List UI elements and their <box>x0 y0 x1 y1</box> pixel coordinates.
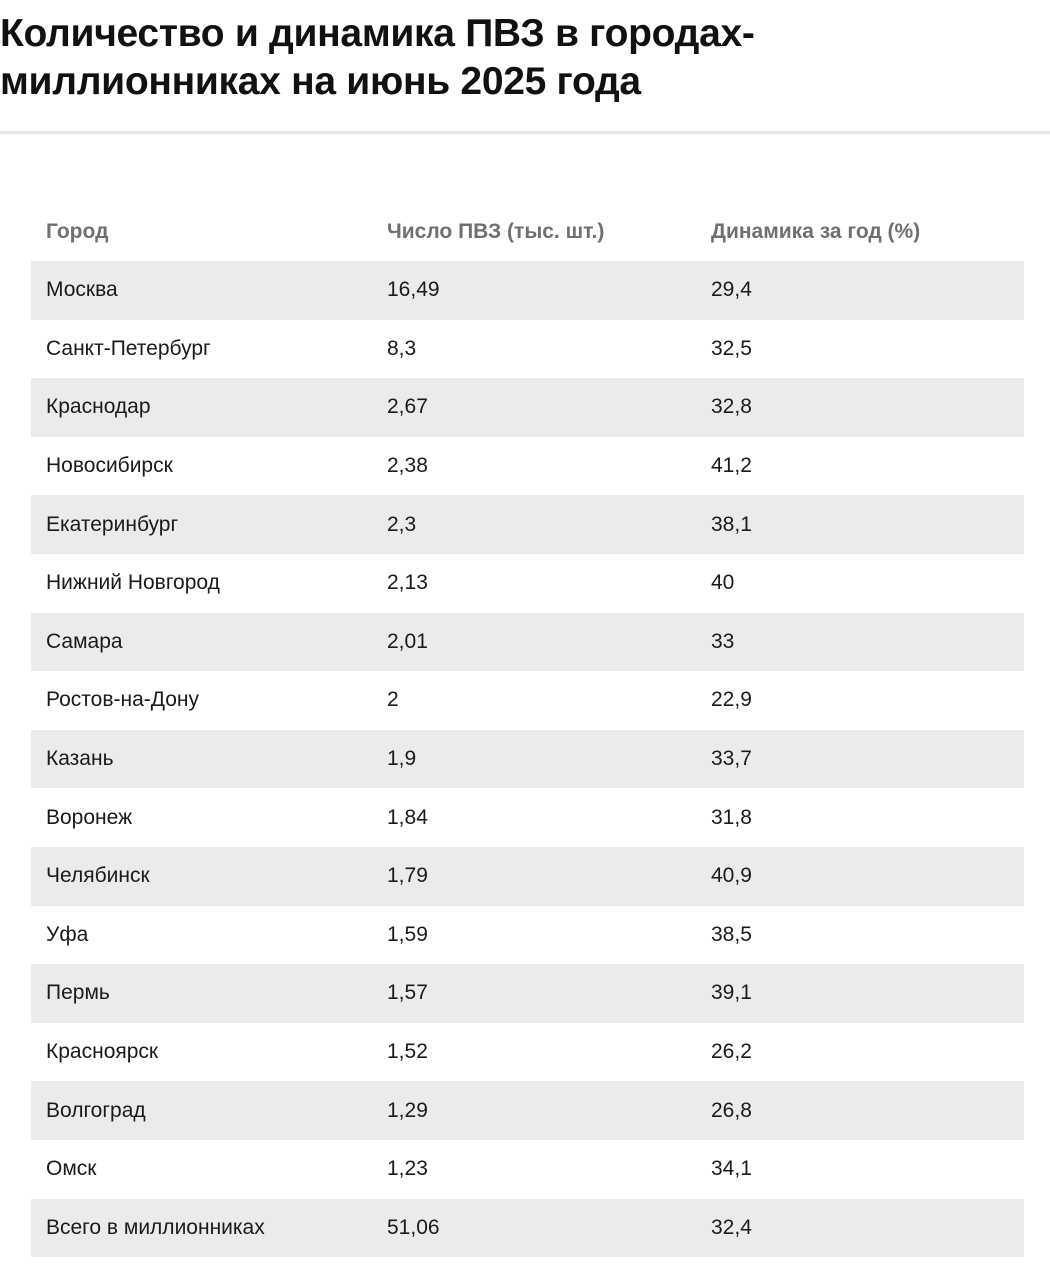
table-cell-pvz-count: 16,49 <box>387 278 440 302</box>
table-row <box>31 554 1024 613</box>
table-cell-yearly-change: 38,1 <box>711 512 752 536</box>
table-cell-city: Казань <box>46 747 114 771</box>
table-cell-city: Самара <box>46 629 123 653</box>
table-cell-pvz-count: 1,9 <box>387 747 417 771</box>
table-row <box>31 730 1024 789</box>
table-cell-city: Воронеж <box>46 805 133 829</box>
table-cell-pvz-count: 1,23 <box>387 1157 428 1181</box>
table-cell-city: Москва <box>46 278 118 302</box>
table-cell-pvz-count: 2,13 <box>387 571 428 595</box>
table-cell-city: Красноярск <box>46 1040 159 1064</box>
table-row <box>31 847 1024 906</box>
table-cell-yearly-change: 26,8 <box>711 1098 752 1122</box>
table-cell-pvz-count: 1,29 <box>387 1098 428 1122</box>
table-row <box>31 1023 1024 1082</box>
table-cell-city: Уфа <box>46 922 89 946</box>
table-cell-yearly-change: 34,1 <box>711 1157 752 1181</box>
column-header-yearly-change: Динамика за год (%) <box>711 220 921 243</box>
table-cell-city: Краснодар <box>46 395 151 419</box>
table-header-row <box>31 203 1024 261</box>
table-cell-city: Ростов-на-Дону <box>46 688 199 712</box>
table-cell-yearly-change: 39,1 <box>711 981 752 1005</box>
table-row <box>31 906 1024 965</box>
table-cell-city: Нижний Новгород <box>46 571 220 595</box>
table-row <box>31 964 1024 1023</box>
table-row <box>31 613 1024 672</box>
table-cell-city: Волгоград <box>46 1098 146 1122</box>
page-title: Количество и динамика ПВЗ в городах-миллионниках на июнь 2025 года <box>0 12 755 103</box>
table-cell-yearly-change: 40,9 <box>711 864 752 888</box>
table-cell-yearly-change: 33 <box>711 629 735 653</box>
column-header-pvz-count: Число ПВЗ (тыс. шт.) <box>387 220 605 243</box>
table-cell-yearly-change: 32,5 <box>711 336 752 360</box>
table-cell-pvz-count: 1,52 <box>387 1040 428 1064</box>
table-cell-yearly-change: 41,2 <box>711 454 752 478</box>
table-cell-pvz-count: 2,67 <box>387 395 428 419</box>
table-row <box>31 788 1024 847</box>
table-cell-yearly-change: 26,2 <box>711 1040 752 1064</box>
table-cell-pvz-count: 2 <box>387 688 399 712</box>
table-row <box>31 1140 1024 1199</box>
table-cell-city: Пермь <box>46 981 110 1005</box>
table-cell-city: Екатеринбург <box>46 512 179 536</box>
table-cell-city: Челябинск <box>46 864 150 888</box>
table-cell-pvz-count: 1,84 <box>387 805 428 829</box>
title-divider <box>0 131 1050 134</box>
table-cell-pvz-count: 1,59 <box>387 922 428 946</box>
table-cell-pvz-count: 8,3 <box>387 336 417 360</box>
table-row <box>31 320 1024 379</box>
table-cell-pvz-count: 2,3 <box>387 512 417 536</box>
table-cell-pvz-count: 2,01 <box>387 629 428 653</box>
table-row <box>31 1199 1024 1258</box>
table-row <box>31 671 1024 730</box>
table-row <box>31 495 1024 554</box>
table-cell-yearly-change: 33,7 <box>711 747 752 771</box>
table-cell-pvz-count: 2,38 <box>387 454 428 478</box>
table-row <box>31 261 1024 320</box>
table-cell-pvz-count: 1,79 <box>387 864 428 888</box>
table-cell-pvz-count: 1,57 <box>387 981 428 1005</box>
table-cell-yearly-change: 29,4 <box>711 278 752 302</box>
table-cell-yearly-change: 31,8 <box>711 805 752 829</box>
table-cell-yearly-change: 38,5 <box>711 922 752 946</box>
table-row <box>31 378 1024 437</box>
pvz-table <box>31 203 1024 1257</box>
column-header-city: Город <box>46 220 109 243</box>
table-row <box>31 1081 1024 1140</box>
table-cell-city: Санкт-Петербург <box>46 336 211 360</box>
table-cell-yearly-change: 32,8 <box>711 395 752 419</box>
table-cell-city: Омск <box>46 1157 97 1181</box>
table-cell-pvz-count: 51,06 <box>387 1215 440 1239</box>
table-body <box>31 261 1024 1257</box>
table-cell-yearly-change: 40 <box>711 571 735 595</box>
table-cell-yearly-change: 22,9 <box>711 688 752 712</box>
table-row <box>31 437 1024 496</box>
table-cell-city: Всего в миллионниках <box>46 1215 265 1239</box>
table-cell-yearly-change: 32,4 <box>711 1215 752 1239</box>
table-cell-city: Новосибирск <box>46 454 173 478</box>
